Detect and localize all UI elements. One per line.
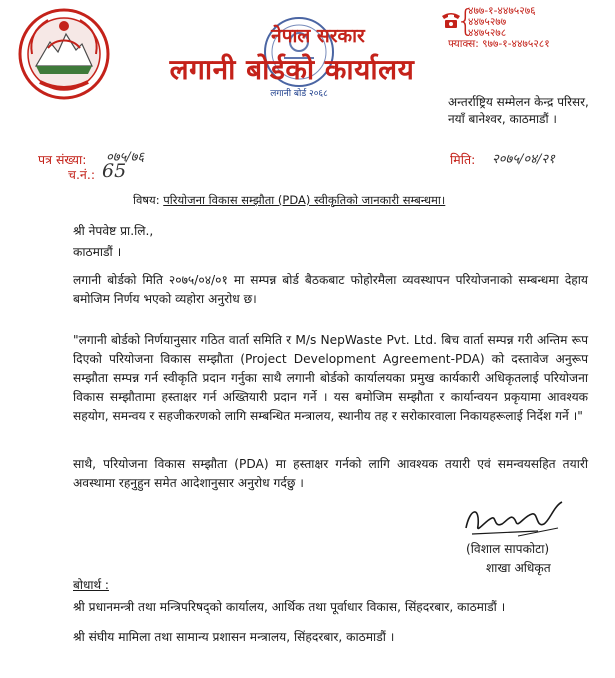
address-line: नयाँ बानेश्वर, काठमाडौं ।: [448, 112, 557, 126]
signatory-title: शाखा अधिकृत: [486, 561, 551, 575]
dispatch-number-label: च.नं.:: [68, 167, 96, 182]
address-line: अन्तर्राष्ट्रिय सम्मेलन केन्द्र परिसर,: [448, 95, 589, 109]
cc-item: श्री प्रधानमन्त्री तथा मन्त्रिपरिषद्को कार्यालय, आर्थिक तथा पूर्वाधार विकास, सिंहदरबार, काठमाडौं ।: [73, 600, 506, 614]
handwritten-signature: [458, 498, 568, 542]
recipient-name: श्री नेपवेष्ट प्रा.लि.,: [73, 224, 154, 238]
date-label: मिति:: [450, 152, 476, 167]
cc-label: बोधार्थ :: [73, 578, 109, 592]
stamp-text: लगानी बोर्ड २०६८: [270, 89, 328, 99]
recipient-city: काठमाडौं ।: [73, 245, 122, 259]
subject-label: विषय:: [133, 193, 160, 207]
letter-number-value: ०७५/७६: [106, 150, 145, 165]
phone-brace: {: [456, 4, 476, 39]
dispatch-number-value: 65: [102, 160, 127, 182]
nepal-emblem-seal: [18, 8, 110, 100]
body-paragraph: साथै, परियोजना विकास सम्झौता (PDA) मा हस्ताक्षर गर्नको लागि आवश्यक तयारी एवं समन्वयसहित तयारी अवस्थामा रहनुहुन समेत आदेशानुसार अनुरोध गर्दछु ।: [73, 457, 588, 490]
fax-number: फ्याक्स: ९७७-१-४४७५२८१: [448, 38, 550, 50]
office-address: [448, 94, 608, 128]
contact-block: [448, 5, 550, 50]
subject-text: परियोजना विकास सम्झौता (PDA) स्वीकृतिको जानकारी सम्बन्धमा।: [163, 193, 446, 207]
subject-line: [133, 193, 445, 208]
phone-number: ४४७५२७७: [468, 16, 507, 28]
signatory-name: (विशाल सापकोटा): [466, 542, 550, 556]
phone-number: ४४७५२७८: [468, 27, 507, 39]
date-value: २०७५/०४/२१: [492, 152, 555, 167]
cc-item: श्री संघीय मामिला तथा सामान्य प्रशासन मन्त्रालय, सिंहदरबार, काठमाडौं ।: [73, 630, 395, 644]
govt-title: नेपाल सरकार: [271, 25, 365, 47]
phone-number: ४७७-१-४४७५२७६: [468, 5, 536, 17]
letter-number-label: पत्र संख्या:: [38, 152, 87, 167]
office-name: लगानी बोर्डको कार्यालय: [169, 53, 415, 86]
decision-quote: "लगानी बोर्डको निर्णयानुसार गठित वार्ता समिति र M/s NepWaste Pvt. Ltd. बिच वार्ता सम्पन्न गरी अन्तिम रूप दिएको परियोजना विकास सम्झौता (Project Development Agreement-PDA) को दस्तावेज अनुरूप सम्झौता सम्पन्न गर्न स्वीकृति प्रदान गर्नुका साथै लगानी बोर्डको कार्यालयका प्रमुख कार्यकारी अधिकृतलाई परियोजना विकास सम्झौतामा हस्ताक्षर गर्न अख्तियारी प्रदान गर्ने । यस बमोजिम सम्झौता र कार्यान्वयन प्रकृयामा आवश्यक सहयोग, समन्वय र सहजीकरणको लागि सम्बन्धित मन्त्रालय, स्थानीय तह र सरोकारवाला निकायहरूलाई निर्देश गर्ने ।": [73, 333, 588, 423]
body-paragraph: लगानी बोर्डको मिति २०७५/०४/०१ मा सम्पन्न बोर्ड बैठकबाट फोहोरमैला व्यवस्थापन परियोजनाको सम्बन्धमा देहाय बमोजिम निर्णय भएको व्यहोरा अनुरोध छ।: [73, 273, 588, 306]
